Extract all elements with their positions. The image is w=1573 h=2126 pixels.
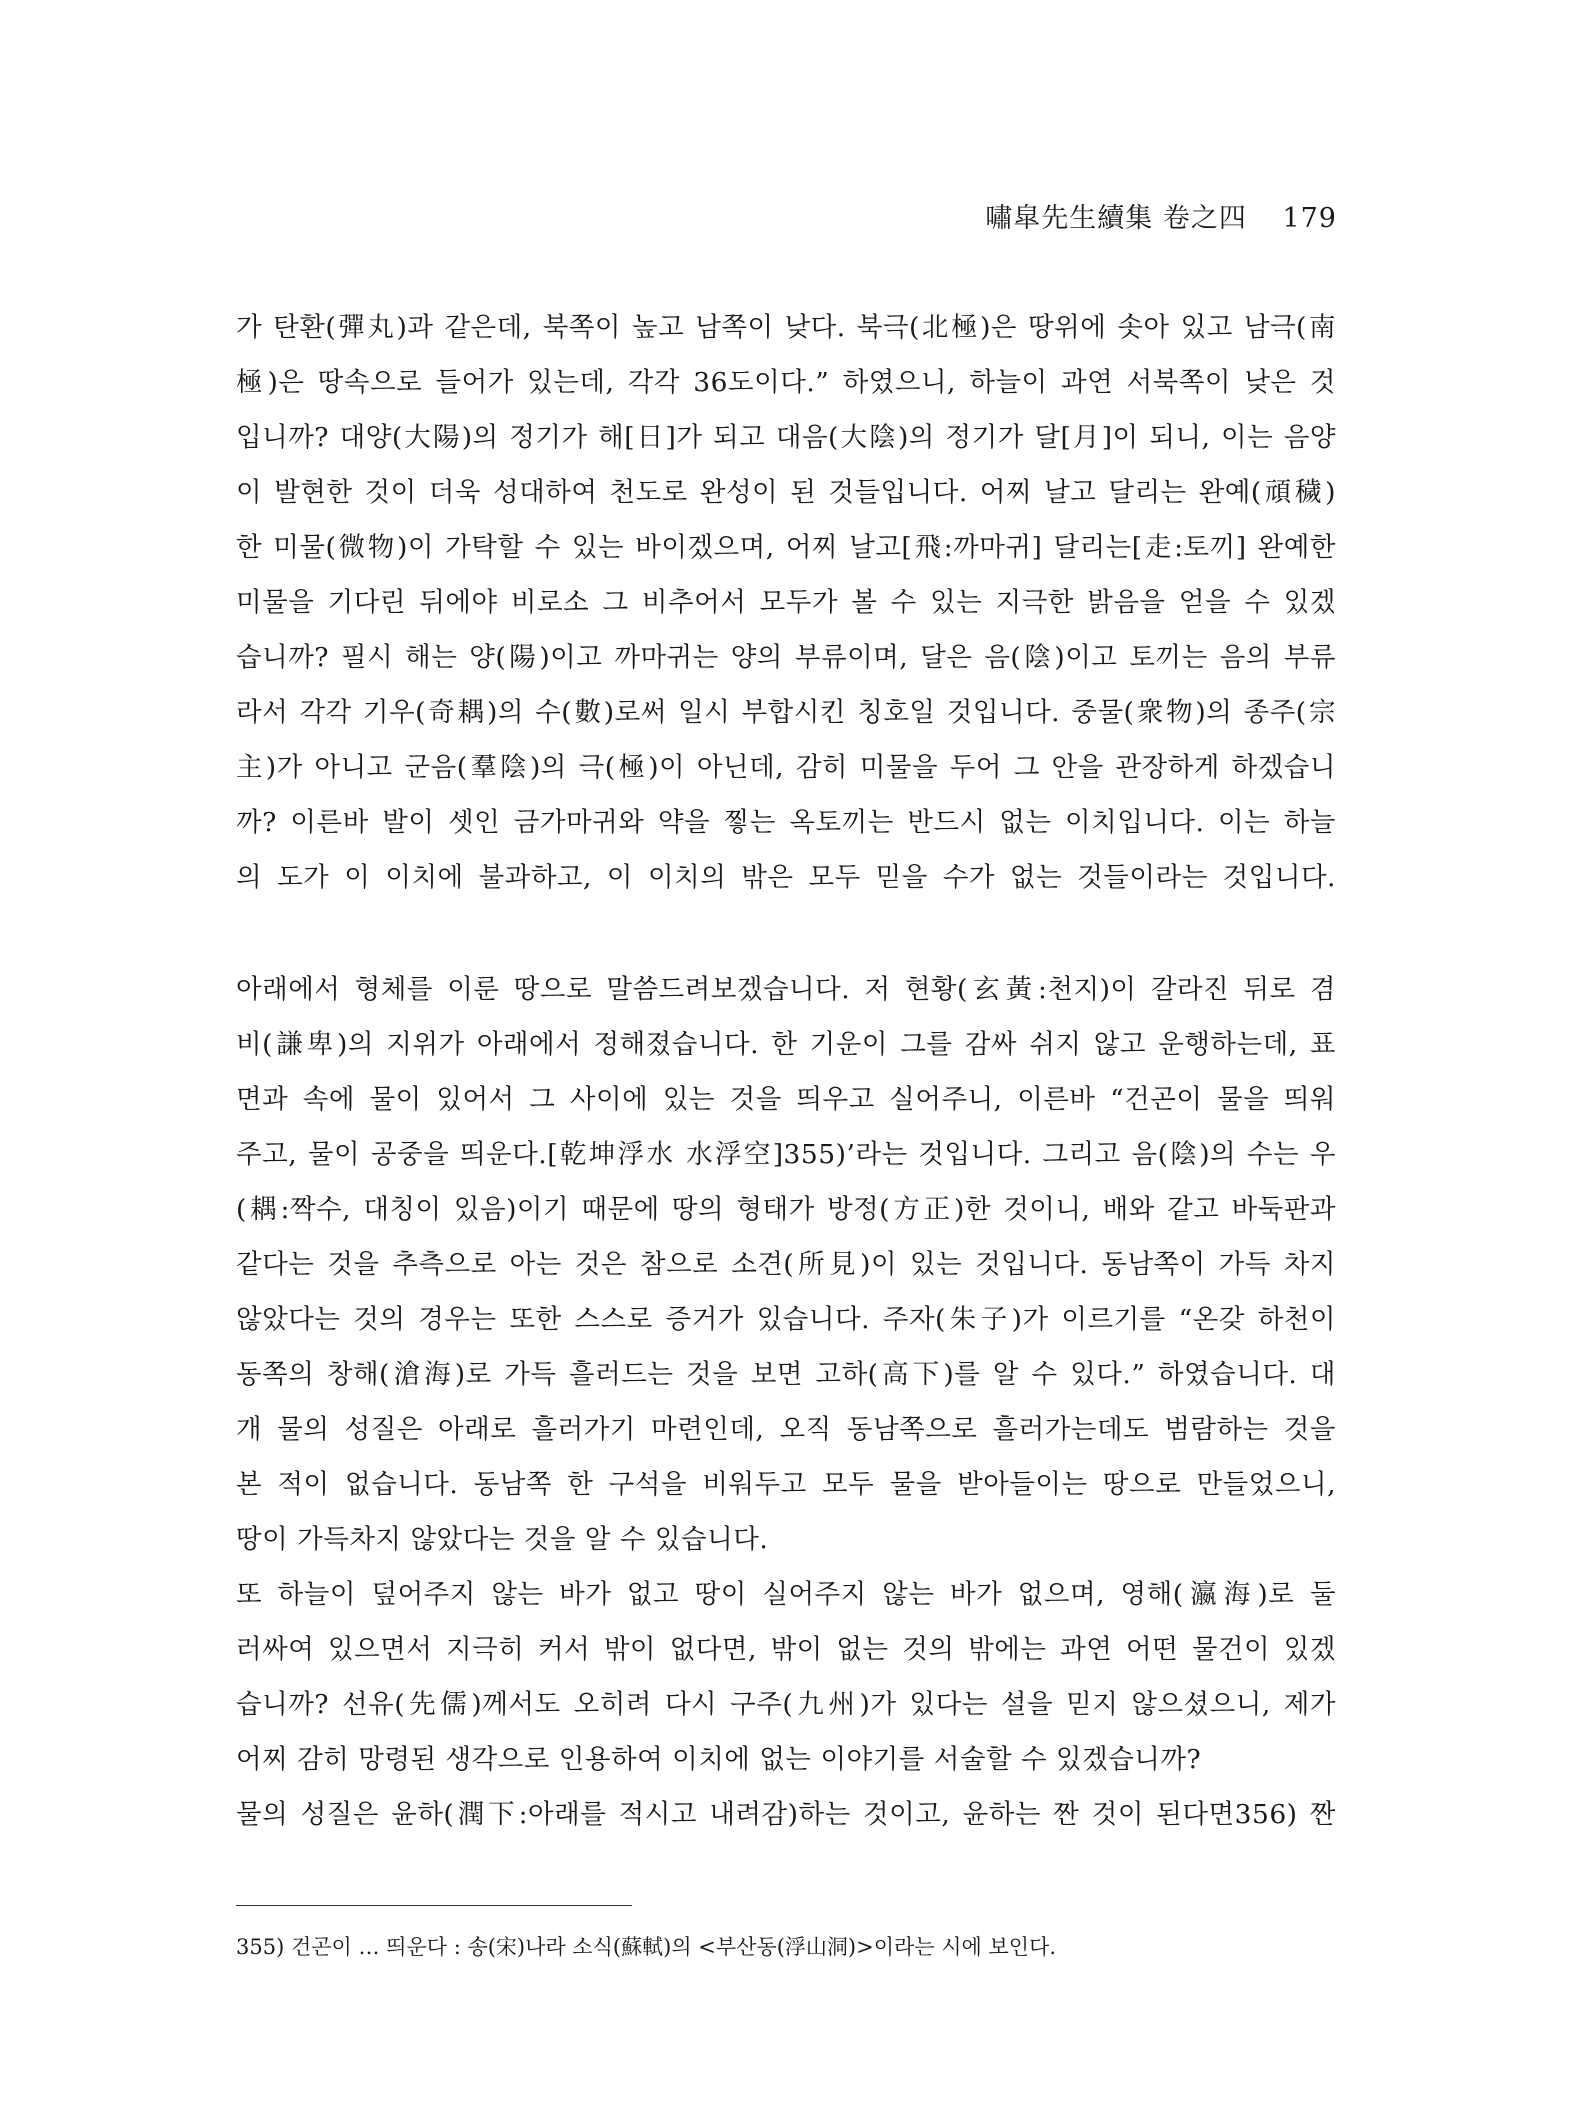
text-line: 이 발현한 것이 더욱 성대하여 천도로 완성이 된 것들입니다. 어찌 날고 달리는 완예(頑穢) <box>236 477 1336 508</box>
page-number: 179 <box>1282 203 1337 234</box>
text-line: 아래에서 형체를 이룬 땅으로 말씀드려보겠습니다. 저 현황(玄黃:천지)이 갈라진 뒤로 겸 <box>236 974 1336 1005</box>
paragraph-1 <box>236 300 1336 905</box>
text-line: 가 탄환(彈丸)과 같은데, 북쪽이 높고 남쪽이 낮다. 북극(北極)은 땅위에 솟아 있고 남극(南 <box>236 312 1336 343</box>
text-line: 습니까? 선유(先儒)께서도 오히려 다시 구주(九州)가 있다는 설을 믿지 않으셨으니, 제가 <box>236 1689 1336 1720</box>
text-line: 極)은 땅속으로 들어가 있는데, 각각 36도이다.” 하였으니, 하늘이 과연 서북쪽이 낮은 것 <box>236 367 1336 398</box>
paragraph-3 <box>236 1567 1336 1787</box>
text-line: 개 물의 성질은 아래로 흘러가기 마련인데, 오직 동남쪽으로 흘러가는데도 범람하는 것을 <box>236 1414 1336 1445</box>
text-line: 어찌 감히 망령된 생각으로 인용하여 이치에 없는 이야기를 서술할 수 있겠습니까? <box>236 1744 1202 1775</box>
text-line: 물의 성질은 윤하(潤下:아래를 적시고 내려감)하는 것이고, 윤하는 짠 것이 된다면356) 짠 <box>236 1799 1336 1830</box>
text-line: 면과 속에 물이 있어서 그 사이에 있는 것을 띄우고 실어주니, 이른바 “건곤이 물을 띄워 <box>236 1084 1336 1115</box>
running-header <box>985 196 1337 235</box>
text-line: 한 미물(微物)이 가탁할 수 있는 바이겠으며, 어찌 날고[飛:까마귀] 달리는[走:토끼] 완예한 <box>236 532 1336 563</box>
body-text <box>236 300 1336 1842</box>
footnote-355: 355) 건곤이 … 띄운다 : 송(宋)나라 소식(蘇軾)의 <부산동(浮山洞)>이라는 시에 보인다. <box>236 1935 1057 1959</box>
text-line: 主)가 아니고 군음(羣陰)의 극(極)이 아닌데, 감히 미물을 두어 그 안을 관장하게 하겠습니 <box>236 752 1336 783</box>
text-line: 러싸여 있으면서 지극히 커서 밖이 없다면, 밖이 없는 것의 밖에는 과연 어떤 물건이 있겠 <box>236 1634 1336 1665</box>
text-line: 또 하늘이 덮어주지 않는 바가 없고 땅이 실어주지 않는 바가 없으며, 영해(瀛海)로 둘 <box>236 1579 1336 1610</box>
text-line: 미물을 기다린 뒤에야 비로소 그 비추어서 모두가 볼 수 있는 지극한 밝음을 얻을 수 있겠 <box>236 587 1336 618</box>
text-line: 같다는 것을 추측으로 아는 것은 참으로 소견(所見)이 있는 것입니다. 동남쪽이 가득 차지 <box>236 1249 1336 1280</box>
text-line: 비(謙卑)의 지위가 아래에서 정해졌습니다. 한 기운이 그를 감싸 쉬지 않고 운행하는데, 표 <box>236 1029 1336 1060</box>
paragraph-2 <box>236 962 1336 1567</box>
footnote-divider <box>236 1905 632 1906</box>
paragraph-4 <box>236 1787 1336 1842</box>
text-line: 입니까? 대양(大陽)의 정기가 해[日]가 되고 대음(大陰)의 정기가 달[月]이 되니, 이는 음양 <box>236 422 1336 453</box>
text-line: 땅이 가득차지 않았다는 것을 알 수 있습니다. <box>236 1524 769 1555</box>
text-line: 의 도가 이 이치에 불과하고, 이 이치의 밖은 모두 믿을 수가 없는 것들이라는 것입니다. <box>236 862 1336 893</box>
text-line: (耦:짝수, 대칭이 있음)이기 때문에 땅의 형태가 방정(方正)한 것이니, 배와 같고 바둑판과 <box>236 1194 1336 1225</box>
paragraph-gap <box>236 905 1336 962</box>
text-line: 라서 각각 기우(奇耦)의 수(數)로써 일시 부합시킨 칭호일 것입니다. 중물(衆物)의 종주(宗 <box>236 697 1336 728</box>
book-title: 嘯皐先生續集 卷之四 <box>985 203 1247 234</box>
text-line: 습니까? 필시 해는 양(陽)이고 까마귀는 양의 부류이며, 달은 음(陰)이고 토끼는 음의 부류 <box>236 642 1336 673</box>
text-line: 주고, 물이 공중을 띄운다.[乾坤浮水 水浮空]355)’라는 것입니다. 그리고 음(陰)의 수는 우 <box>236 1139 1336 1170</box>
text-line: 까? 이른바 발이 셋인 금가마귀와 약을 찧는 옥토끼는 반드시 없는 이치입니다. 이는 하늘 <box>236 807 1336 838</box>
text-line: 동쪽의 창해(滄海)로 가득 흘러드는 것을 보면 고하(高下)를 알 수 있다.” 하였습니다. 대 <box>236 1359 1336 1390</box>
text-line: 않았다는 것의 경우는 또한 스스로 증거가 있습니다. 주자(朱子)가 이르기를 “온갖 하천이 <box>236 1304 1336 1335</box>
text-line: 본 적이 없습니다. 동남쪽 한 구석을 비워두고 모두 물을 받아들이는 땅으로 만들었으니, <box>236 1469 1336 1500</box>
